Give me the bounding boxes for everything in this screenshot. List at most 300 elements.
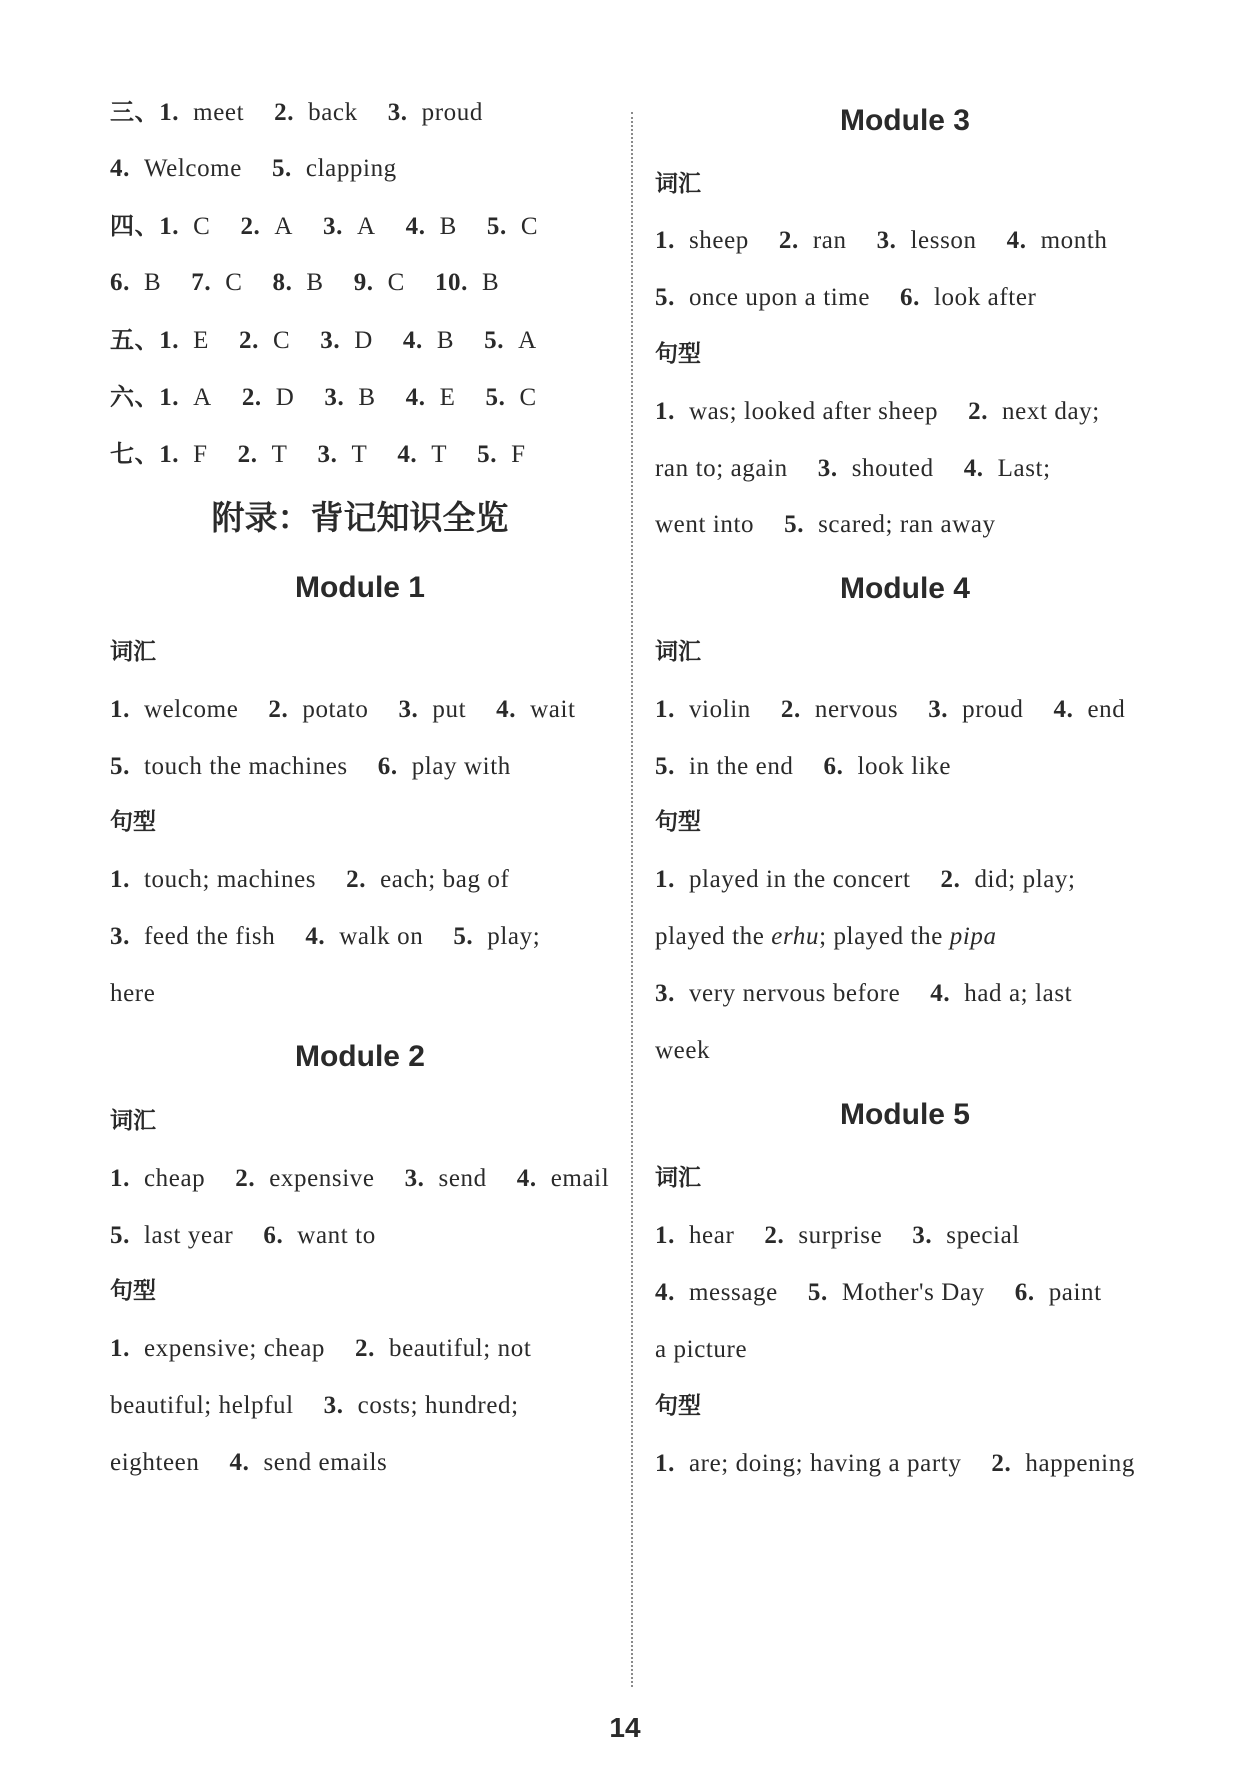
item-text: expensive	[269, 1165, 375, 1192]
item-number: 5.	[453, 923, 474, 950]
item-number: 4.	[397, 441, 418, 468]
answer-item	[110, 1332, 325, 1366]
answer-line	[110, 152, 397, 186]
item-text: here	[110, 980, 156, 1007]
answer-item	[655, 1219, 734, 1253]
answer-item	[323, 210, 376, 244]
item-number: 5.	[486, 213, 507, 240]
answer-item	[928, 693, 1023, 727]
item-number: 4.	[930, 980, 951, 1007]
answer-item	[968, 395, 1100, 429]
answer-item	[110, 152, 242, 186]
answer-item	[110, 266, 161, 300]
item-number: 3.	[324, 384, 345, 411]
sentence-label: 句型	[655, 341, 701, 367]
item-number: 5.	[477, 441, 498, 468]
answer-item	[784, 508, 996, 542]
item-text: ran to; again	[655, 455, 788, 482]
item-text: month	[1040, 227, 1108, 254]
appendix-title: 附录：背记知识全览	[211, 498, 509, 537]
item-text: played in the concert	[688, 866, 911, 893]
item-number: 5.	[655, 753, 675, 780]
item-text: B	[439, 213, 457, 240]
vocab-label: 词汇	[110, 1108, 156, 1134]
answer-item	[517, 1162, 609, 1196]
answer-item	[655, 1333, 747, 1367]
answer-item	[235, 1162, 374, 1196]
sentence-label: 句型	[110, 809, 156, 835]
item-text: end	[1087, 696, 1126, 723]
item-number: 5.	[807, 1279, 828, 1306]
sentence-line	[655, 977, 1072, 1011]
item-text: A	[357, 213, 376, 240]
answer-item	[655, 920, 997, 954]
item-text: touch; machines	[143, 866, 317, 893]
answer-item	[991, 1447, 1135, 1481]
item-text: feed the fish	[143, 923, 276, 950]
item-text: clapping	[305, 155, 397, 182]
answer-item	[655, 395, 938, 429]
answer-item	[159, 324, 209, 358]
item-text: week	[655, 1037, 711, 1064]
item-text: proud	[962, 696, 1024, 723]
item-text: once upon a time	[688, 284, 871, 311]
item-text: F	[193, 441, 208, 468]
item-text: B	[306, 269, 324, 296]
item-number: 2.	[968, 398, 989, 425]
sentence-line	[110, 920, 540, 954]
item-text: last year	[143, 1222, 234, 1249]
vocab-line	[655, 1219, 1020, 1253]
answer-item	[930, 977, 1072, 1011]
item-text: ran	[812, 227, 847, 254]
answer-line	[110, 266, 499, 300]
item-number: 3.	[323, 213, 343, 240]
item-number: 2.	[940, 866, 961, 893]
answer-item	[272, 152, 397, 186]
item-number: 4.	[405, 384, 426, 411]
vocab-line	[655, 224, 1107, 258]
item-text: hear	[688, 1222, 735, 1249]
answer-item	[397, 438, 447, 472]
item-number: 3.	[876, 227, 897, 254]
answer-item	[229, 1446, 387, 1480]
answer-item	[405, 1162, 487, 1196]
item-text: scared; ran away	[818, 511, 996, 538]
answer-item	[318, 438, 368, 472]
item-text: had a; last	[964, 980, 1073, 1007]
answer-item	[110, 1389, 294, 1423]
answer-item	[655, 977, 900, 1011]
answer-item	[487, 210, 538, 244]
item-number: 6.	[823, 753, 844, 780]
item-text: in the end	[688, 753, 794, 780]
vocab-line	[655, 693, 1125, 727]
vocab-line	[110, 1219, 376, 1253]
item-text: eighteen	[110, 1449, 200, 1476]
item-number: 1.	[110, 1165, 130, 1192]
answer-item	[242, 381, 295, 415]
item-text: play;	[487, 923, 541, 950]
answer-item	[305, 920, 423, 954]
item-number: 1.	[655, 1450, 675, 1477]
item-number: 4.	[496, 696, 517, 723]
item-text: did; play;	[974, 866, 1076, 893]
item-number: 4.	[963, 455, 984, 482]
answer-item	[779, 224, 847, 258]
item-text: lesson	[910, 227, 977, 254]
item-text: D	[275, 384, 295, 411]
answer-item	[877, 224, 977, 258]
item-text: special	[946, 1222, 1020, 1249]
item-text: beautiful; not	[388, 1335, 532, 1362]
answer-item	[403, 324, 454, 358]
answer-line	[110, 209, 538, 244]
column-divider	[631, 112, 633, 1687]
item-text: T	[431, 441, 448, 468]
item-text: play with	[411, 753, 511, 780]
item-text: walk on	[339, 923, 424, 950]
item-number: 3.	[912, 1222, 933, 1249]
item-number: 2.	[764, 1222, 785, 1249]
item-text: nervous	[814, 696, 899, 723]
item-text: E	[193, 327, 210, 354]
answer-item	[268, 693, 368, 727]
vocab-line	[110, 693, 576, 727]
answer-item	[912, 1219, 1020, 1253]
item-number: 3.	[655, 980, 675, 1007]
item-text: a picture	[655, 1336, 748, 1363]
module-5-title: Module 5	[839, 1098, 970, 1131]
vocab-line	[655, 1276, 1102, 1310]
item-text: was; looked after sheep	[688, 398, 939, 425]
item-text: C	[272, 327, 291, 354]
answer-item	[496, 693, 575, 727]
item-text: cheap	[143, 1165, 206, 1192]
answer-item	[110, 750, 348, 784]
answer-item	[1053, 693, 1125, 727]
item-number: 4.	[1053, 696, 1074, 723]
item-text: went into	[655, 511, 755, 538]
item-number: 2.	[991, 1450, 1012, 1477]
module-4-title: Module 4	[839, 572, 970, 605]
item-text: B	[143, 269, 162, 296]
item-text: beautiful; helpful	[110, 1392, 294, 1419]
answer-item	[110, 1446, 199, 1480]
sentence-line	[655, 508, 996, 542]
answer-item	[110, 920, 275, 954]
item-number: 3.	[404, 1165, 425, 1192]
item-number: 2.	[778, 227, 799, 254]
answer-item	[764, 1219, 882, 1253]
item-number: 10.	[434, 269, 468, 296]
sentence-label: 句型	[655, 809, 701, 835]
vocab-line	[655, 750, 951, 784]
item-text: A	[274, 213, 294, 240]
item-number: 4.	[402, 327, 423, 354]
item-text: expensive; cheap	[143, 1335, 326, 1362]
item-text: A	[193, 384, 212, 411]
section-prefix: 五、	[110, 326, 160, 354]
answer-item	[238, 438, 288, 472]
section-prefix: 六、	[110, 383, 160, 411]
item-text: Mother's Day	[841, 1279, 985, 1306]
item-text: Welcome	[143, 155, 242, 182]
answer-item	[781, 693, 898, 727]
item-number: 6.	[1014, 1279, 1035, 1306]
item-number: 3.	[110, 923, 130, 950]
answer-item	[272, 266, 323, 300]
item-text: potato	[302, 696, 369, 723]
answer-line	[110, 380, 537, 415]
item-number: 1.	[159, 441, 180, 468]
answer-item	[1007, 224, 1108, 258]
vocab-label: 词汇	[655, 171, 701, 197]
answer-item	[1015, 1276, 1102, 1310]
section-prefix: 四、	[110, 212, 160, 240]
item-number: 1.	[110, 1335, 130, 1362]
answer-line	[110, 95, 483, 130]
item-number: 2.	[235, 1165, 256, 1192]
item-number: 1.	[159, 384, 180, 411]
answer-item	[388, 96, 483, 130]
answer-item	[354, 266, 405, 300]
item-text: touch the machines	[143, 753, 348, 780]
item-text: send	[438, 1165, 487, 1192]
item-text: A	[518, 327, 537, 354]
answer-item	[274, 96, 358, 130]
answer-item	[406, 210, 457, 244]
answer-item	[110, 693, 238, 727]
section-prefix: 三、	[110, 98, 160, 126]
module-2-title: Module 2	[294, 1040, 425, 1073]
item-number: 3.	[398, 696, 419, 723]
item-text: C	[520, 213, 539, 240]
vocab-line	[110, 1162, 609, 1196]
item-number: 4.	[655, 1279, 675, 1306]
item-text: surprise	[798, 1222, 883, 1249]
module-3-title: Module 3	[839, 104, 970, 137]
answer-item	[159, 381, 212, 415]
answer-item	[453, 920, 540, 954]
sentence-line	[655, 452, 1051, 486]
item-number: 1.	[159, 99, 180, 126]
item-text: each; bag of	[380, 866, 510, 893]
page-number: 14	[609, 1712, 641, 1743]
item-text: B	[358, 384, 376, 411]
item-number: 1.	[159, 327, 180, 354]
item-number: 2.	[241, 384, 262, 411]
item-text: C	[519, 384, 537, 411]
item-text: C	[387, 269, 405, 296]
vocab-line	[655, 281, 1036, 315]
answer-item	[655, 750, 794, 784]
sentence-line	[655, 1034, 710, 1068]
answer-item	[378, 750, 511, 784]
answer-item	[655, 863, 911, 897]
item-number: 5.	[484, 327, 505, 354]
answer-item	[477, 438, 525, 472]
answer-item	[263, 1219, 375, 1253]
item-number: 4.	[110, 155, 130, 182]
item-number: 1.	[655, 866, 675, 893]
sentence-label: 句型	[655, 1393, 701, 1419]
item-text: happening	[1025, 1450, 1135, 1477]
item-number: 2.	[780, 696, 801, 723]
answer-item	[398, 693, 466, 727]
answer-item	[159, 96, 244, 130]
item-text: D	[354, 327, 373, 354]
item-number: 2.	[239, 327, 259, 354]
sentence-line	[110, 977, 155, 1011]
item-number: 5.	[110, 1222, 130, 1249]
item-text: C	[225, 269, 243, 296]
sentence-line	[110, 1332, 531, 1366]
item-text: F	[511, 441, 526, 468]
item-number: 4.	[305, 923, 326, 950]
vocab-line	[110, 750, 511, 784]
answer-item	[159, 210, 210, 244]
vocab-label: 词汇	[110, 639, 156, 665]
sentence-line	[655, 863, 1076, 897]
sentence-line	[655, 395, 1100, 429]
answer-item	[655, 1276, 778, 1310]
item-text: meet	[193, 99, 245, 126]
item-number: 3.	[817, 455, 838, 482]
answer-item	[484, 324, 537, 358]
item-number: 2.	[346, 866, 367, 893]
item-text: T	[271, 441, 288, 468]
sentence-label: 句型	[110, 1278, 156, 1304]
item-number: 2.	[274, 99, 295, 126]
item-number: 4.	[405, 213, 426, 240]
item-text: C	[193, 213, 211, 240]
item-text: proud	[421, 99, 483, 126]
answer-item	[900, 281, 1036, 315]
item-text: look like	[857, 753, 952, 780]
item-number: 3.	[323, 1392, 344, 1419]
answer-item	[655, 1447, 961, 1481]
answer-item	[324, 1389, 519, 1423]
sentence-line	[655, 1447, 1135, 1481]
item-number: 6.	[263, 1222, 284, 1249]
answer-item	[239, 324, 290, 358]
item-text: look after	[933, 284, 1037, 311]
sentence-line	[110, 1389, 519, 1423]
item-number: 9.	[353, 269, 374, 296]
item-number: 2.	[237, 441, 258, 468]
item-number: 3.	[320, 327, 341, 354]
item-number: 1.	[110, 866, 130, 893]
sentence-line	[110, 1446, 387, 1480]
item-text: want to	[297, 1222, 376, 1249]
answer-item	[808, 1276, 985, 1310]
item-text: paint	[1048, 1279, 1102, 1306]
item-number: 5.	[784, 511, 805, 538]
item-number: 2.	[240, 213, 261, 240]
answer-item	[824, 750, 952, 784]
item-number: 6.	[377, 753, 398, 780]
item-text: are; doing; having a party	[688, 1450, 962, 1477]
answer-item	[346, 863, 509, 897]
item-number: 7.	[191, 269, 212, 296]
answer-item	[655, 1034, 710, 1068]
answer-item	[110, 863, 316, 897]
item-text: put	[432, 696, 467, 723]
answer-item	[655, 224, 749, 258]
item-number: 3.	[928, 696, 949, 723]
item-number: 5.	[110, 753, 130, 780]
item-text: send emails	[263, 1449, 388, 1476]
item-number: 8.	[272, 269, 293, 296]
item-text: wait	[530, 696, 576, 723]
answer-item	[941, 863, 1076, 897]
answer-item	[191, 266, 242, 300]
item-number: 1.	[655, 227, 675, 254]
item-number: 6.	[110, 269, 130, 296]
item-number: 3.	[387, 99, 408, 126]
item-number: 5.	[485, 384, 506, 411]
answer-item	[435, 266, 499, 300]
answer-item	[110, 977, 155, 1011]
answer-item	[655, 452, 788, 486]
answer-item	[110, 1162, 205, 1196]
item-number: 5.	[271, 155, 292, 182]
answer-item	[964, 452, 1051, 486]
vocab-line	[655, 1333, 747, 1367]
answer-item	[655, 508, 754, 542]
answer-item	[818, 452, 934, 486]
item-number: 4.	[1006, 227, 1027, 254]
item-number: 4.	[229, 1449, 250, 1476]
answer-line	[110, 437, 526, 472]
answer-item	[406, 381, 456, 415]
answer-item	[655, 693, 751, 727]
module-1-title: Module 1	[294, 571, 425, 604]
vocab-label: 词汇	[655, 1165, 701, 1191]
answer-item	[240, 210, 293, 244]
vocab-label: 词汇	[655, 639, 701, 665]
item-text: Last;	[997, 455, 1051, 482]
answer-item	[159, 438, 207, 472]
answer-item	[320, 324, 373, 358]
item-number: 2.	[355, 1335, 375, 1362]
item-text: T	[351, 441, 368, 468]
item-text: welcome	[143, 696, 239, 723]
item-text: B	[436, 327, 455, 354]
answer-item	[324, 381, 375, 415]
item-number: 2.	[268, 696, 289, 723]
answer-item	[655, 281, 870, 315]
item-text: B	[482, 269, 500, 296]
sentence-line	[655, 920, 997, 954]
item-number: 4.	[516, 1165, 537, 1192]
item-text: sheep	[688, 227, 749, 254]
section-prefix: 七、	[110, 440, 160, 468]
item-text: played the erhu; played the pipa	[655, 923, 997, 950]
item-number: 1.	[655, 696, 675, 723]
answer-item	[110, 1219, 233, 1253]
answer-item	[485, 381, 536, 415]
answer-line	[110, 323, 537, 358]
item-number: 1.	[159, 213, 180, 240]
item-number: 3.	[317, 441, 338, 468]
item-text: next day;	[1002, 398, 1100, 425]
item-number: 1.	[655, 398, 675, 425]
sentence-line	[110, 863, 509, 897]
item-number: 6.	[900, 284, 920, 311]
item-text: message	[688, 1279, 778, 1306]
